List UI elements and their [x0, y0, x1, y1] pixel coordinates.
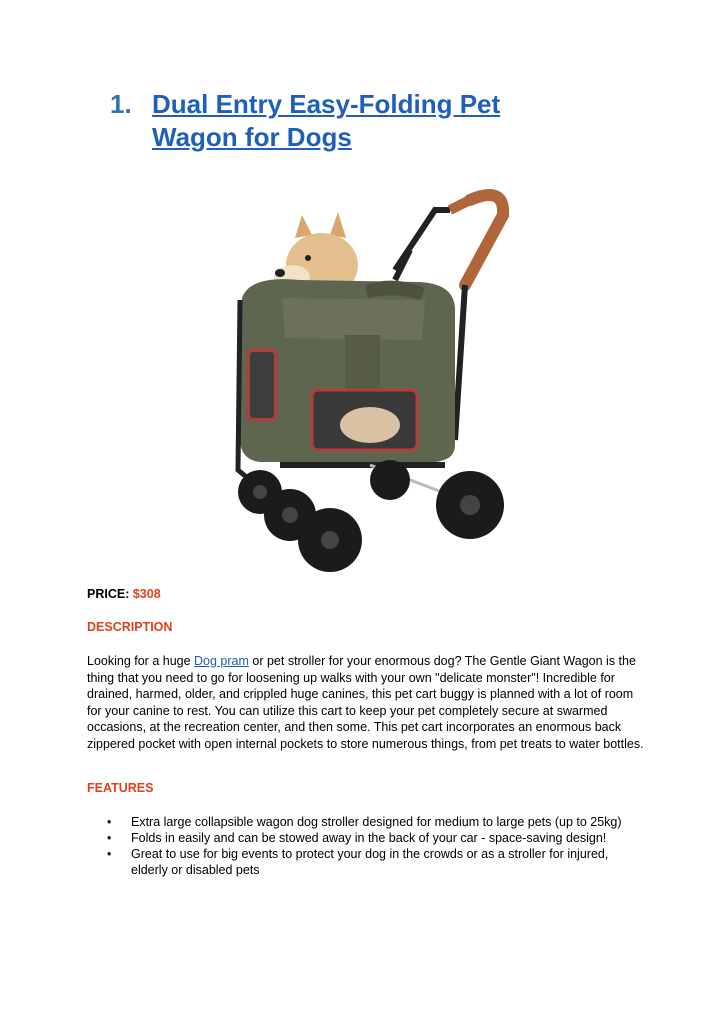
list-item	[87, 830, 631, 846]
wheels	[238, 460, 504, 572]
bullet-icon: •	[107, 847, 112, 861]
title-link[interactable]: Dual Entry Easy-Folding Pet Wagon for Dogs	[152, 89, 501, 152]
description-heading: DESCRIPTION	[87, 620, 173, 634]
description-before-link: Looking for a huge	[87, 654, 195, 668]
list-item	[87, 814, 631, 830]
features-heading: FEATURES	[87, 781, 154, 795]
bullet-icon: •	[107, 831, 112, 845]
dog-pram-link[interactable]: Dog pram	[194, 654, 249, 668]
description-after-link: or pet stroller for your enormous dog? The Gentle Giant Wagon is the thing that you need to go for loosening up walks with your own "delicate monster"! Incredible for drained, harmed, older, and crippled huge canines, this pet cart buggy is planned with a lot of room for your canine to rest. You can utilize this cart to keep your pet completely secure at swarmed occasions, at the recreation center, and then some. This pet cart incorporates an enormous back zippered pocket with open internal pockets to store numerous things, from pet treats to water bottles.	[87, 654, 644, 751]
bullet-icon: •	[107, 815, 112, 829]
wagon-body	[240, 279, 455, 462]
feature-text: Extra large collapsible wagon dog stroller designed for medium to large pets (up to 25kg)	[131, 815, 622, 829]
page-title	[110, 88, 572, 154]
price-value: $308	[132, 587, 161, 601]
feature-text: Great to use for big events to protect your dog in the crowds or as a stroller for injured, elderly or disabled pets	[131, 847, 609, 877]
description-text	[87, 653, 647, 753]
dog-stroller-image	[220, 180, 520, 580]
title-number: 1.	[110, 89, 132, 119]
list-item	[87, 846, 631, 878]
price-label: PRICE:	[87, 587, 130, 601]
price-line	[87, 587, 161, 601]
features-list	[87, 814, 647, 878]
feature-text: Folds in easily and can be stowed away in the back of your car - space-saving design!	[131, 831, 607, 845]
